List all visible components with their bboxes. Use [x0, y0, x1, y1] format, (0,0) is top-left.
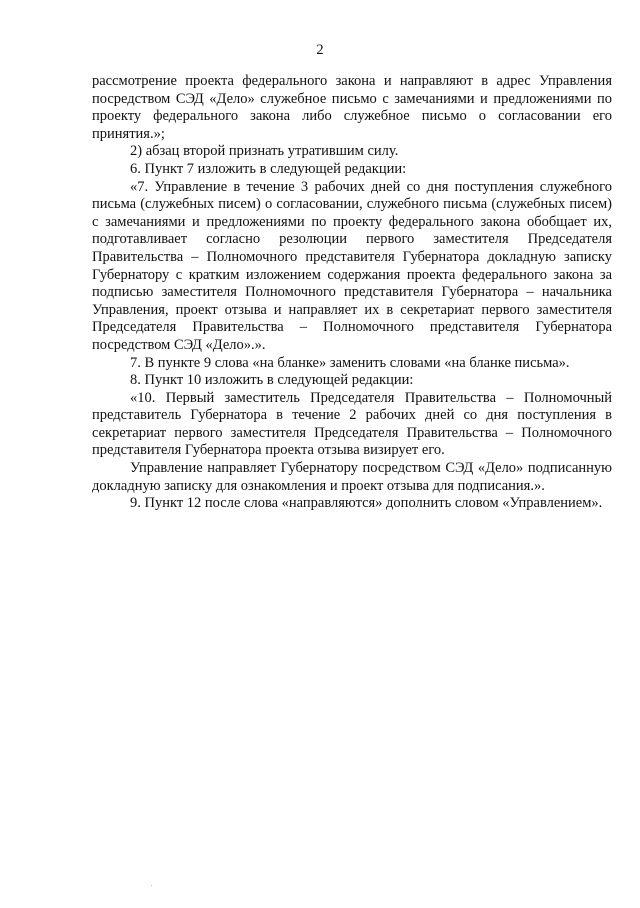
paragraph: 6. Пункт 7 изложить в следующей редакции: — [130, 160, 407, 177]
paragraph: 2) абзац второй признать утратившим силу. — [130, 143, 399, 160]
paragraph: «7. Управление в течение 3 рабочих дней со дня поступления служебного письма (служебных писем) о согласовании, служебного письма (служебных писем) с замечаниями и предложениями по проекту федерального закона обобщает их, подготавливает согласно резолюции первого заместителя Председателя Правительства – Полномочного представителя Губернатора докладную записку Губернатору с кратким изложением содержания проекта федерального закона за подписью заместителя Полномочного представителя Губернатора – начальника Управления, проект отзыва и направляет их в секретариат первого заместителя Председателя Правительства – Полномочного представителя Губернатора посредством СЭД «Дело».». — [92, 178, 612, 353]
paragraph: 7. В пункте 9 слова «на бланке» заменить словами «на бланке письма». — [130, 354, 570, 371]
paragraph: «10. Первый заместитель Председателя Правительства – Полномочный представитель Губернатора в течение 2 рабочих дней со дня поступления в секретариат первого заместителя Председателя Правительства – Полномочного представителя Губернатора проекта отзыва визирует его. — [92, 389, 612, 459]
paragraph: рассмотрение проекта федерального закона и направляют в адрес Управления посредством СЭД «Дело» служебное письмо с замечаниями и предложениями по проекту федерального закона либо служебное письмо о согласовании его принятия.»; — [92, 73, 612, 142]
document-body — [92, 73, 612, 513]
paragraph: 8. Пункт 10 изложить в следующей редакции: — [130, 372, 414, 389]
page-number: 2 — [316, 42, 324, 58]
scan-speck — [151, 885, 152, 886]
paragraph: 9. Пункт 12 после слова «направляются» дополнить словом «Управлением». — [130, 495, 603, 512]
paragraph: Управление направляет Губернатору посредством СЭД «Дело» подписанную докладную записку для ознакомления и проект отзыва для подписания.». — [92, 460, 612, 494]
